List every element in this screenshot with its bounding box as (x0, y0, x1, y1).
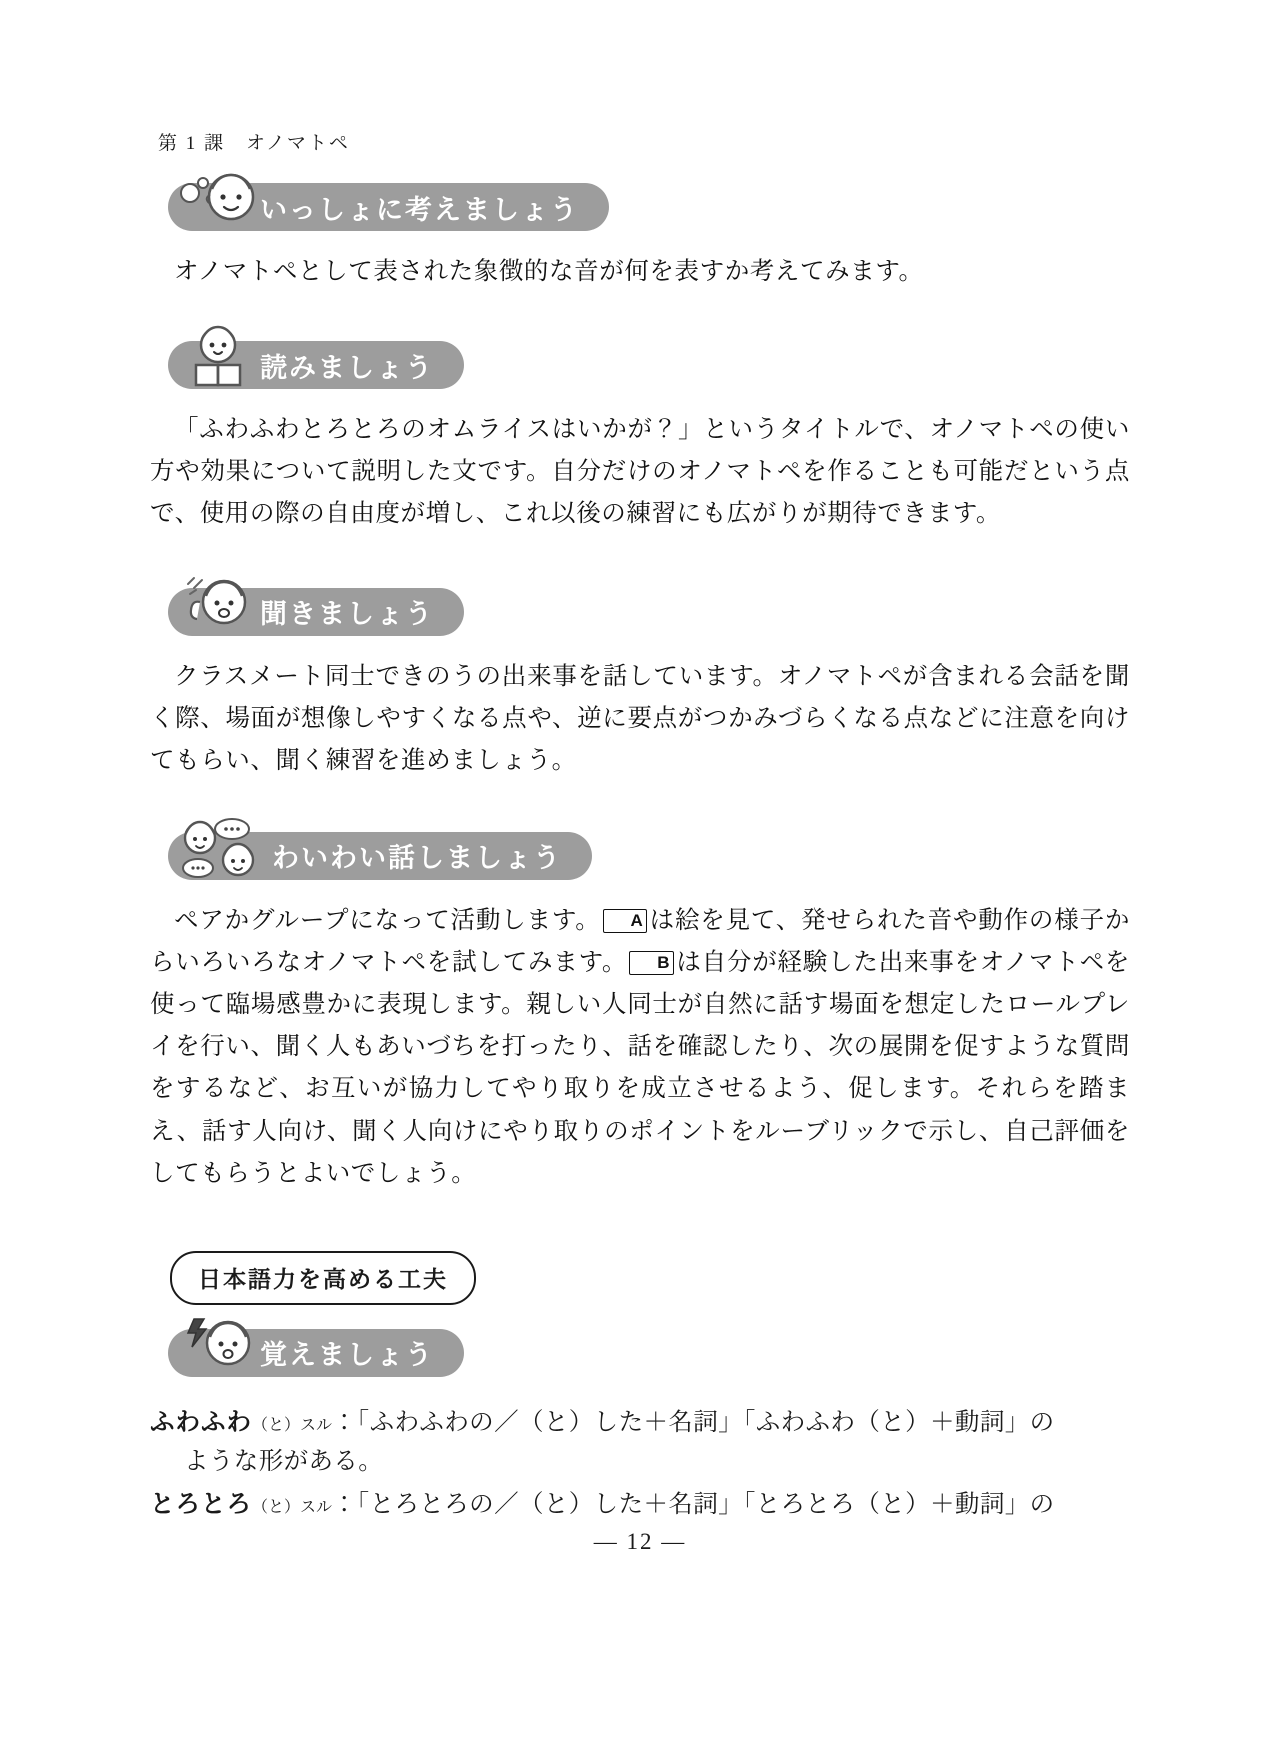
section-label: 覚えましょう (260, 1340, 434, 1371)
section-paragraph: オノマトペとして表された象徴的な音が何を表すか考えてみます。 (174, 258, 924, 285)
section-header-think-together (168, 183, 1130, 231)
section-header-lets-chat (168, 832, 1130, 880)
section-paragraph-rich: ペアかグループになって活動します。 A は絵を見て、発せられた音や動作の様子からいろいろなオノマトペを試してみます。 B は自分が経験した出来事をオノマトペを使って臨場感豊かに表現します。親しい人同士が自然に話す場面を想定したロールプレイを行い、聞く人もあいづちを打ったり、話を確認したり、次の展開を促すような質問をするなど、お互いが協力してやり取りを成立させるよう、促します。それらを踏まえ、話す人向け、聞く人向けにやり取りのポイントをルーブリックで示し、自己評価をしてもらうとよいでしょう。 (150, 906, 1131, 1187)
section-label: 読みましょう (260, 352, 434, 383)
vocabulary-definition: ：「ふわふわの／（と）した＋名詞」「ふわふわ（と）＋動詞」の (332, 1408, 1055, 1436)
speech-bubbles-child-icon (176, 167, 260, 229)
vocabulary-entry (150, 1403, 1130, 1481)
vocabulary-word: ふわふわ (150, 1408, 252, 1436)
running-head: 第 1 課 オノマトペ (158, 133, 350, 154)
section-paragraph: 「ふわふわとろとろのオムライスはいかが？」というタイトルで、オノマトペの使い方や効果について説明した文です。自分だけのオノマトペを作ることも可能だという点で、使用の際の自由度が増し、これ以後の練習にも広がりが期待できます。 (150, 416, 1130, 528)
vocabulary-continuation: ような形がある。 (184, 1447, 384, 1475)
page-number: — 12 — (593, 1529, 687, 1554)
section-label: 聞きましょう (260, 599, 434, 629)
section-label: わいわい話しましょう (272, 843, 562, 874)
section-paragraph: クラスメート同士できのうの出来事を話しています。オノマトペが含まれる会話を聞く際、場面が想像しやすくなる点や、逆に要点がつかみづらくなる点などに注意を向けてもらい、聞く練習を進めましょう。 (150, 662, 1130, 774)
vocabulary-list (150, 1403, 1130, 1525)
vocabulary-entry (150, 1485, 1130, 1524)
section-label: いっしょに考えましょう (260, 194, 579, 225)
feature-caption: 日本語力を高める工夫 (170, 1251, 476, 1305)
vocabulary-word: とろとろ (150, 1491, 252, 1519)
inline-box-marker: B (629, 951, 674, 975)
vocabulary-subscript: （と）スル (252, 1499, 333, 1517)
inline-box-marker: A (603, 909, 648, 933)
vocabulary-definition: ：「とろとろの／（と）した＋名詞」「とろとろ（と）＋動詞」の (332, 1491, 1055, 1519)
vocabulary-subscript: （と）スル (252, 1416, 333, 1434)
section-header-lets-memorize (168, 1329, 1130, 1377)
section-header-lets-read (168, 341, 1130, 389)
section-header-lets-listen (168, 588, 1130, 636)
